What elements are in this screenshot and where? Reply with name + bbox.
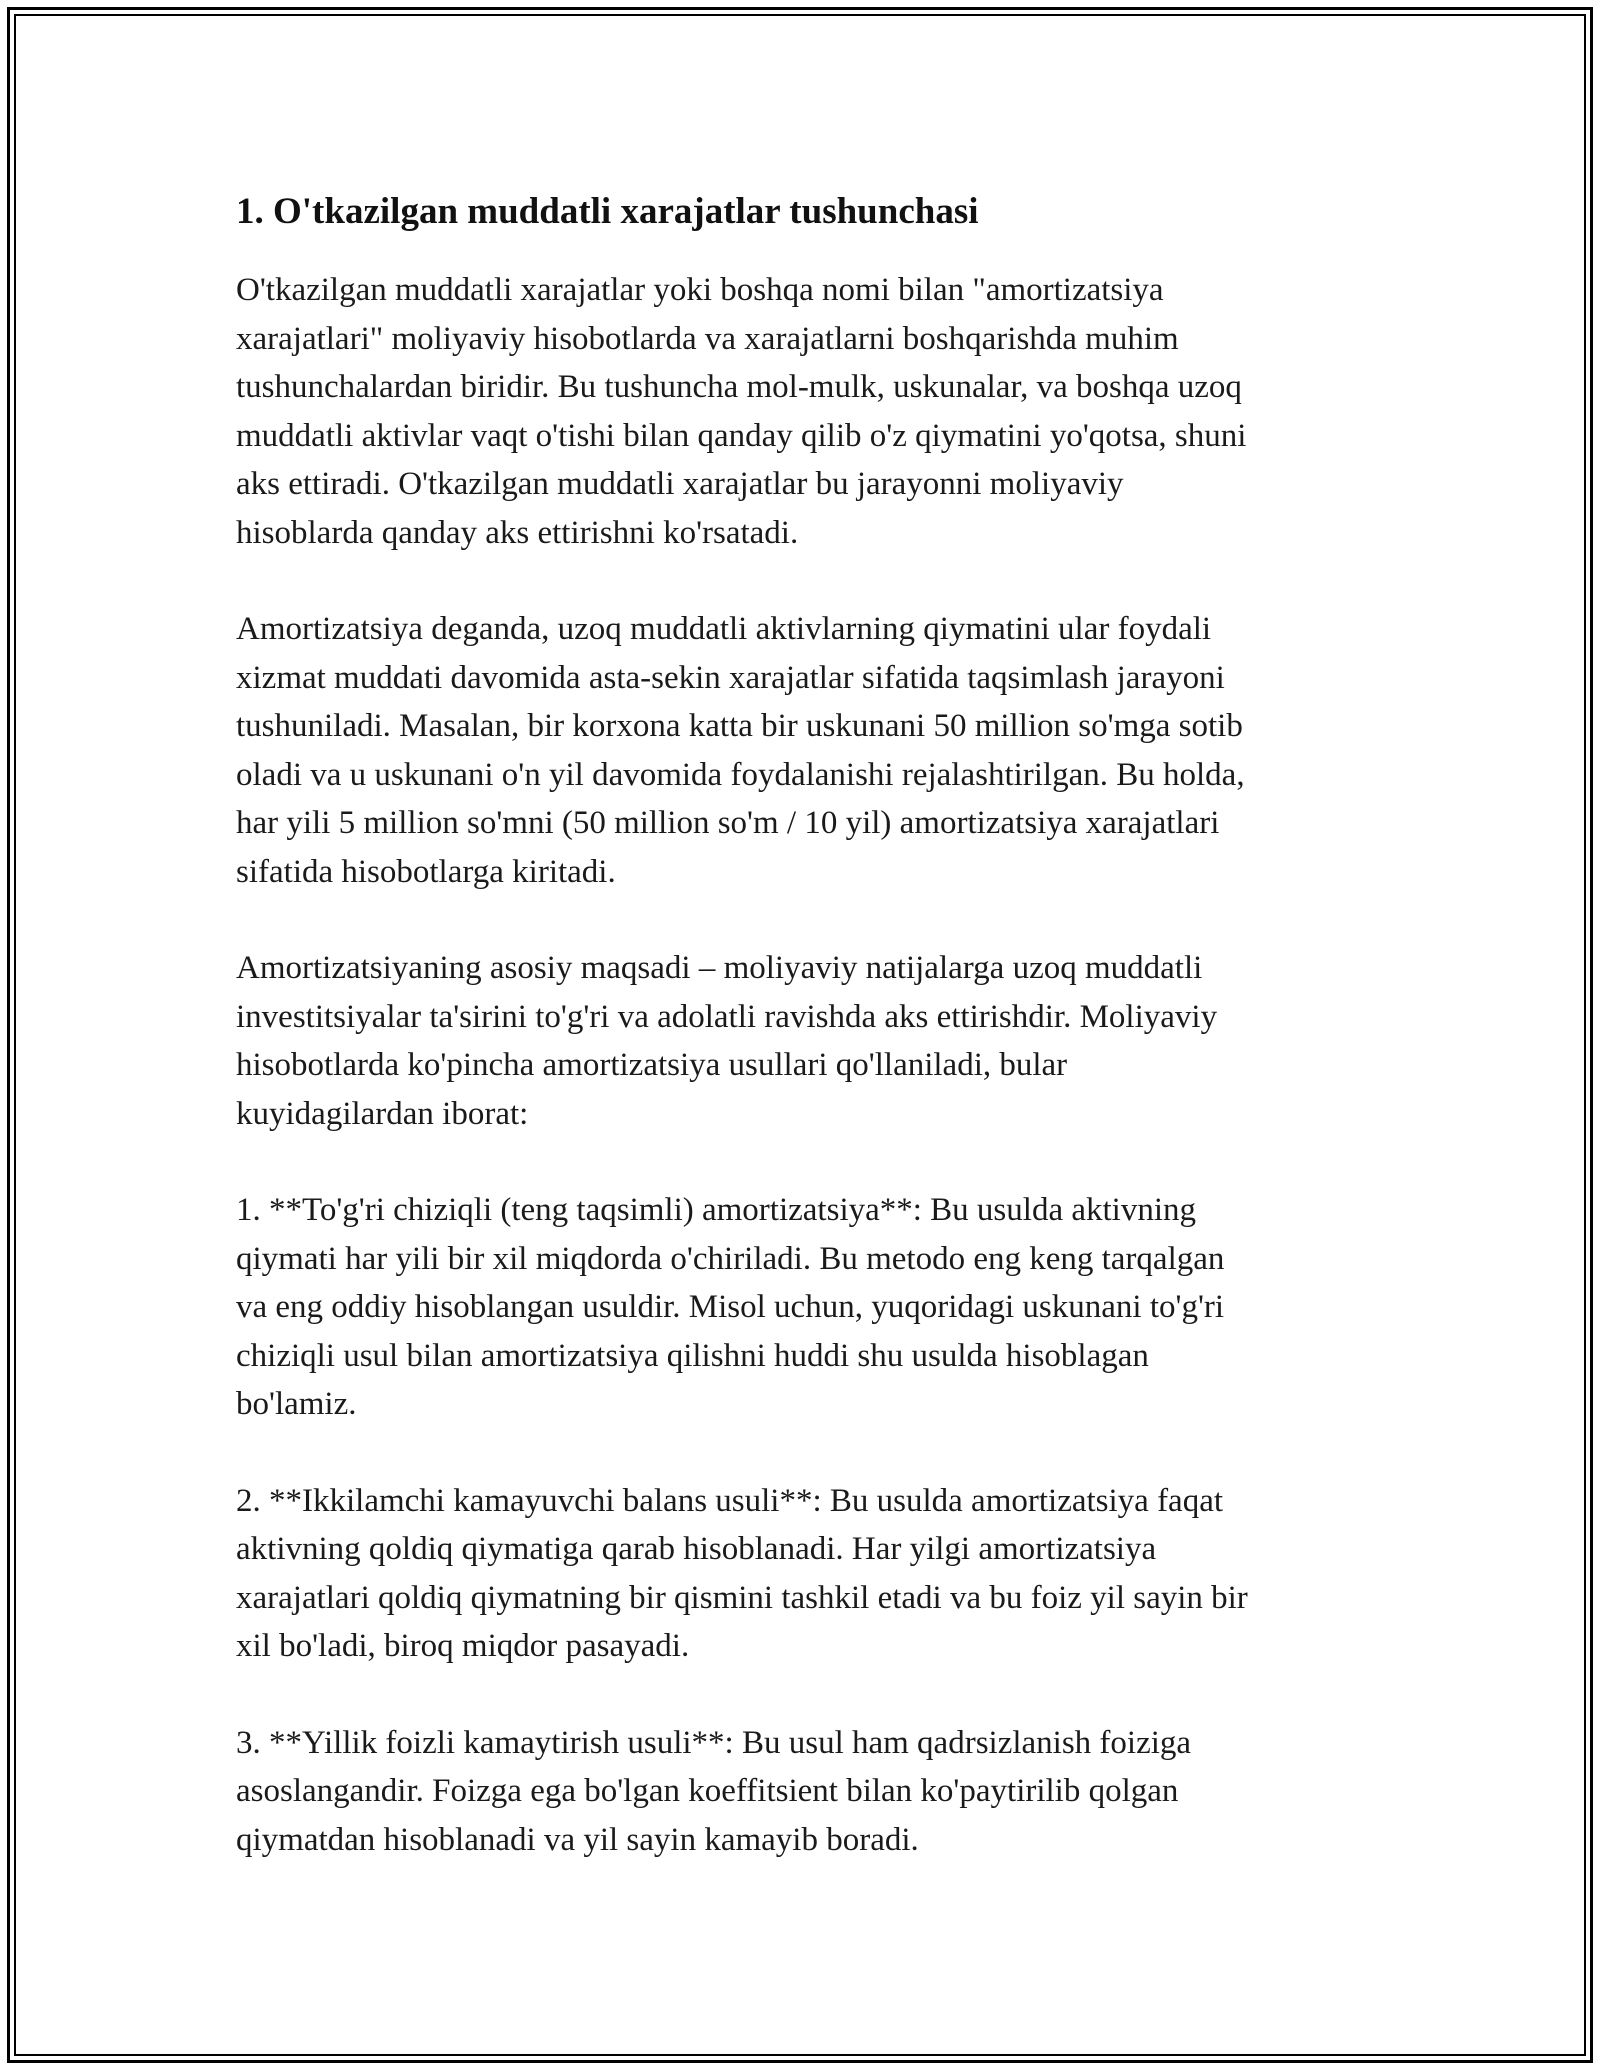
text-line: O'tkazilgan muddatli xarajatlar yoki boshqa nomi bilan "amortizatsiya	[236, 272, 1164, 308]
list-item-declining-balance	[236, 1477, 1366, 1671]
paragraph-intro	[236, 266, 1366, 557]
text-line: hisoblarda qanday aks ettirishni ko'rsatadi.	[236, 514, 799, 551]
text-line: investitsiyalar ta'sirini to'g'ri va adolatli ravishda aks ettirishdir. Moliyaviy	[236, 998, 1218, 1035]
text-line: muddatli aktivlar vaqt o'tishi bilan qanday qilib o'z qiymatini yo'qotsa, shuni	[236, 417, 1247, 454]
text-line: aktivning qoldiq qiymatiga qarab hisoblanadi. Har yilgi amortizatsiya	[236, 1531, 1157, 1567]
text-line: xarajatlari qoldiq qiymatning bir qismini tashkil etadi va bu foiz yil sayin bir	[236, 1579, 1248, 1616]
text-line: 2. **Ikkilamchi kamayuvchi balans usuli**: Bu usulda amortizatsiya faqat	[236, 1482, 1224, 1519]
text-line: tushunchalardan biridir. Bu tushuncha mol-mulk, uskunalar, va boshqa uzoq	[236, 369, 1242, 405]
paragraph-definition	[236, 605, 1366, 896]
text-line: kuyidagilardan iborat:	[236, 1095, 529, 1132]
text-line: xarajatlari" moliyaviy hisobotlarda va xarajatlarni boshqarishda muhim	[236, 320, 1179, 357]
list-item-annual-percentage	[236, 1719, 1366, 1865]
text-line: asoslangandir. Foizga ega bo'lgan koeffitsient bilan ko'paytirilib qolgan	[236, 1773, 1179, 1809]
text-line: chiziqli usul bilan amortizatsiya qilishni huddi shu usulda hisoblagan	[236, 1337, 1149, 1374]
text-line: aks ettiradi. O'tkazilgan muddatli xarajatlar bu jarayonni moliyaviy	[236, 466, 1124, 502]
text-line: xil bo'ladi, biroq miqdor pasayadi.	[236, 1628, 690, 1664]
text-line: har yili 5 million so'mni (50 million so'm / 10 yil) amortizatsiya xarajatlari	[236, 805, 1220, 841]
text-line: tushuniladi. Masalan, bir korxona katta bir uskunani 50 million so'mga sotib	[236, 708, 1243, 744]
text-line: hisobotlarda ko'pincha amortizatsiya usullari qo'llaniladi, bular	[236, 1047, 1068, 1083]
text-line: sifatida hisobotlarga kiritadi.	[236, 853, 616, 890]
text-line: bo'lamiz.	[236, 1386, 357, 1422]
list-item-straight-line	[236, 1186, 1366, 1429]
text-line: Amortizatsiya deganda, uzoq muddatli aktivlarning qiymatini ular foydali	[236, 611, 1212, 647]
paragraph-purpose	[236, 944, 1366, 1138]
text-line: xizmat muddati davomida asta-sekin xarajatlar sifatida taqsimlash jarayoni	[236, 659, 1225, 696]
text-line: Amortizatsiyaning asosiy maqsadi – moliyaviy natijalarga uzoq muddatli	[236, 950, 1203, 986]
text-line: 3. **Yillik foizli kamaytirish usuli**: Bu usul ham qadrsizlanish foiziga	[236, 1724, 1192, 1761]
text-line: va eng oddiy hisoblangan usuldir. Misol uchun, yuqoridagi uskunani to'g'ri	[236, 1289, 1225, 1325]
text-line: oladi va u uskunani o'n yil davomida foydalanishi rejalashtirilgan. Bu holda,	[236, 756, 1245, 793]
section-heading: 1. O'tkazilgan muddatli xarajatlar tushunchasi	[236, 191, 979, 232]
text-line: qiymatdan hisoblanadi va yil sayin kamayib boradi.	[236, 1821, 919, 1858]
text-line: 1. **To'g'ri chiziqli (teng taqsimli) amortizatsiya**: Bu usulda aktivning	[236, 1192, 1196, 1228]
text-line: qiymati har yili bir xil miqdorda o'chiriladi. Bu metodo eng keng tarqalgan	[236, 1240, 1225, 1277]
document-body	[236, 188, 1366, 1912]
